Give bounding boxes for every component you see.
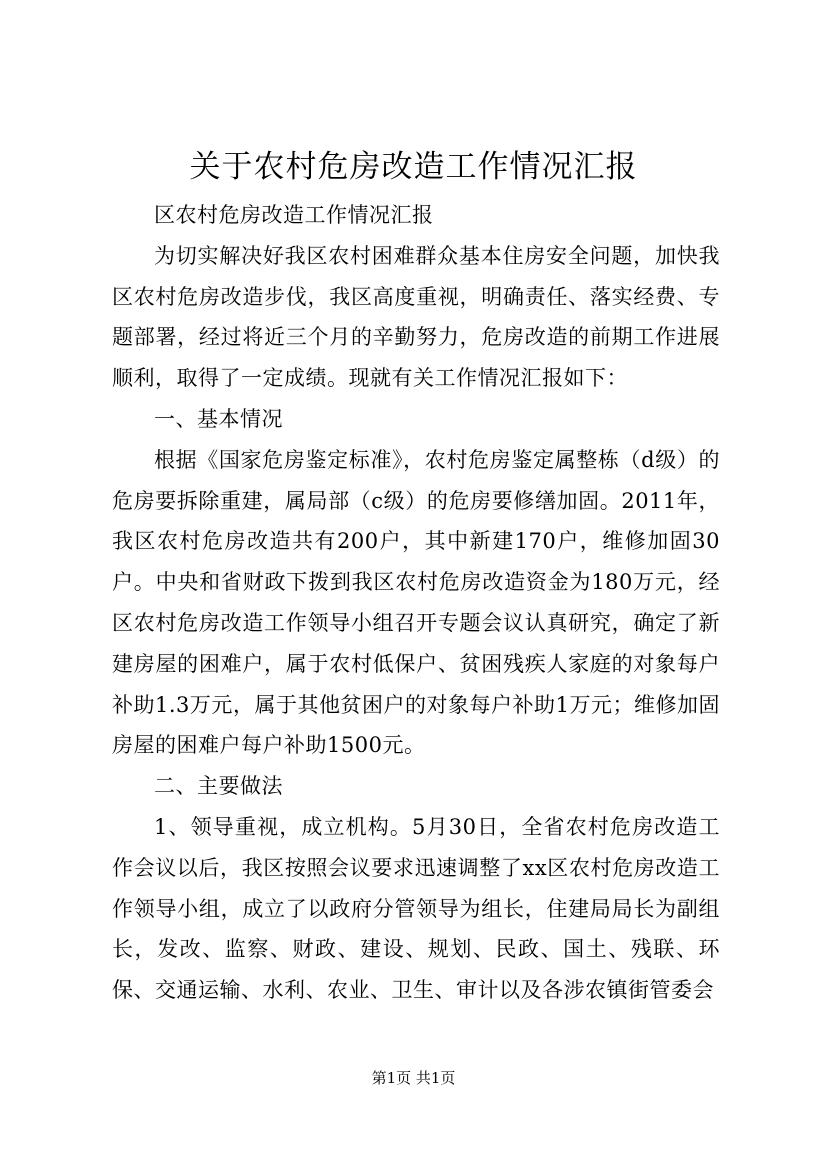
section-heading-methods: 二、主要做法 bbox=[154, 774, 283, 799]
intro-paragraph: 为切实解决好我区农村困难群众基本住房安全问题，加快我区农村危房改造步伐，我区高度重视，明确责任、落实经费、专题部署，经过将近三个月的辛勤努力，危房改造的前期工作进展顺利，取得了一定成绩。现就有关工作情况汇报如下： bbox=[112, 243, 720, 391]
section-heading-basic: 一、基本情况 bbox=[154, 406, 283, 431]
page-number-footer: 第1页 共1页 bbox=[371, 1069, 456, 1087]
methods-paragraph: 1、领导重视，成立机构。5月30日，全省农村危房改造工作会议以后，我区按照会议要求迅速调整了xx区农村危房改造工作领导小组，成立了以政府分管领导为组长，住建局局长为副组长，发改、监察、财政、建设、规划、民政、国土、残联、环保、交通运输、水利、农业、卫生、审计以及各涉农镇街管委会 bbox=[112, 814, 720, 1003]
document-title: 关于农村危房改造工作情况汇报 bbox=[189, 149, 638, 185]
basic-situation-paragraph: 根据《国家危房鉴定标准》，农村危房鉴定属整栋（d级）的危房要拆除重建，属局部（c级）的危房要修缮加固。2011年，我区农村危房改造共有200户，其中新建170户，维修加固30户。中央和省财政下拨到我区农村危房改造资金为180万元，经区农村危房改造工作领导小组召开专题会议认真研究，确定了新建房屋的困难户，属于农村低保户、贫困残疾人家庭的对象每户补助1.3万元，属于其他贫困户的对象每户补助1万元；维修加固房屋的困难户每户补助1500元。 bbox=[112, 447, 720, 758]
document-body bbox=[112, 195, 720, 1011]
subtitle-paragraph: 区农村危房改造工作情况汇报 bbox=[154, 203, 434, 227]
